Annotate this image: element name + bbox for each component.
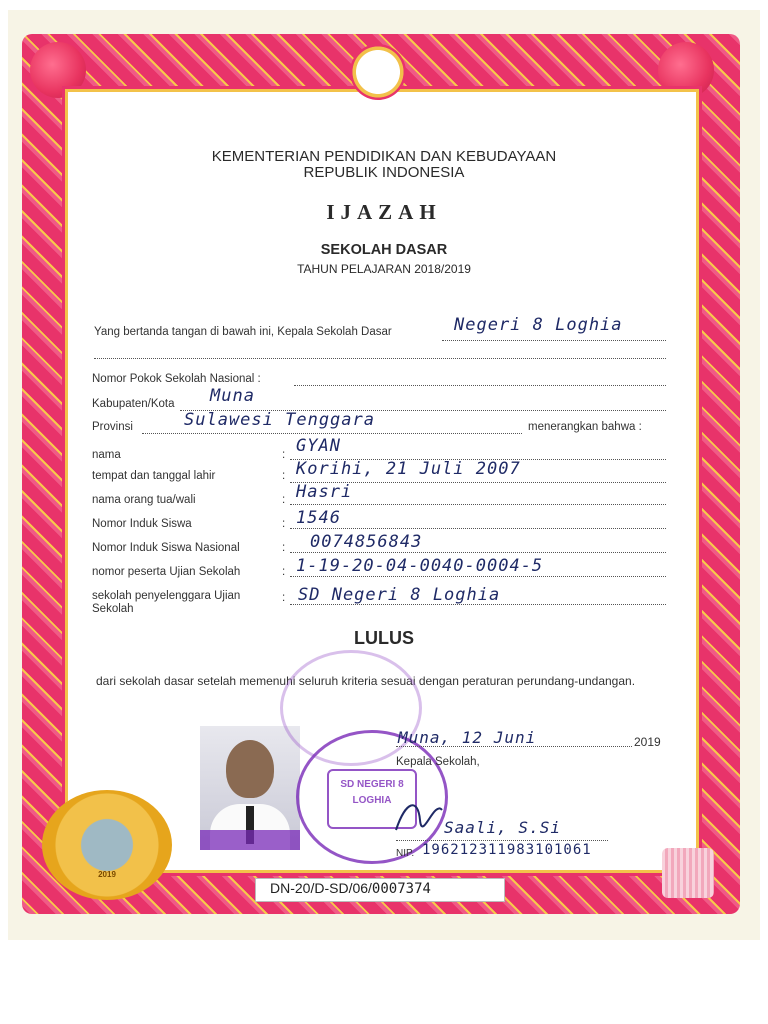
place-date-value: Muna, 12 Juni xyxy=(398,728,537,747)
principal-role: Kepala Sekolah, xyxy=(396,756,480,768)
corner-ornament xyxy=(30,42,86,98)
official-seal xyxy=(42,790,172,900)
sign-year: 2019 xyxy=(634,735,661,749)
nip-label: NIP. xyxy=(396,848,415,859)
declares-label: menerangkan bahwa : xyxy=(528,421,642,433)
nis-value: 1546 xyxy=(296,508,341,528)
province-value: Sulawesi Tenggara xyxy=(184,410,375,430)
republic-title: REPUBLIK INDONESIA xyxy=(303,164,465,181)
nip-value: 196212311983101061 xyxy=(422,842,592,858)
serial-number xyxy=(270,880,431,897)
exam-number-label: nomor peserta Ujian Sekolah xyxy=(92,566,241,578)
parent-label: nama orang tua/wali xyxy=(92,494,196,506)
parent-value: Hasri xyxy=(296,482,353,502)
colon: : xyxy=(282,449,286,461)
exam-school-label: sekolah penyelenggara Ujian Sekolah xyxy=(92,590,241,615)
nis-label: Nomor Induk Siswa xyxy=(92,518,192,530)
student-photo xyxy=(200,726,300,850)
intro-label: Yang bertanda tangan di bawah ini, Kepala Sekolah Dasar xyxy=(94,326,392,338)
academic-year: TAHUN PELAJARAN 2018/2019 xyxy=(297,262,471,276)
dotted-line xyxy=(396,840,608,841)
serial-prefix: DN-20/D-SD/06/ xyxy=(270,880,372,896)
exam-school-value: SD Negeri 8 Loghia xyxy=(298,585,501,605)
stamp-line-1: SD NEGERI 8 xyxy=(340,779,404,790)
ministry-title: KEMENTERIAN PENDIDIKAN DAN KEBUDAYAAN xyxy=(211,148,557,165)
name-label: nama xyxy=(92,449,121,461)
school-level: SEKOLAH DASAR xyxy=(320,242,448,258)
seal-year: 2019 xyxy=(98,870,116,879)
nisn-label: Nomor Induk Siswa Nasional xyxy=(92,542,240,554)
garuda-emblem-icon xyxy=(350,44,406,100)
nisn-value: 0074856843 xyxy=(310,532,423,552)
exam-number-value: 1-19-20-04-0040-0004-5 xyxy=(296,556,544,576)
signature-scribble xyxy=(390,790,450,840)
result-status: LULUS xyxy=(354,628,414,648)
school-name-value: Negeri 8 Loghia xyxy=(454,315,623,335)
stamp-line-2: LOGHIA xyxy=(352,795,392,806)
dotted-line xyxy=(290,504,666,505)
colon: : xyxy=(282,566,286,578)
hologram-sticker xyxy=(662,848,714,898)
regency-value: Muna xyxy=(210,386,255,406)
colon: : xyxy=(282,518,286,530)
colon: : xyxy=(282,542,286,554)
colon: : xyxy=(282,494,286,506)
serial-digits: 0007374 xyxy=(371,881,431,897)
regency-label: Kabupaten/Kota xyxy=(92,398,175,410)
dotted-line xyxy=(396,746,632,747)
stamp-overlap xyxy=(200,830,300,850)
dotted-line xyxy=(94,358,666,359)
dotted-line xyxy=(294,385,666,386)
npsn-label: Nomor Pokok Sekolah Nasional : xyxy=(92,373,261,385)
dotted-line xyxy=(142,433,522,434)
dotted-line xyxy=(290,528,666,529)
student-name-value: GYAN xyxy=(296,436,341,456)
principal-name-value: Saali, S.Si xyxy=(444,818,561,837)
birth-label: tempat dan tanggal lahir xyxy=(92,470,216,482)
colon: : xyxy=(282,592,286,604)
dotted-line xyxy=(442,340,666,341)
corner-ornament xyxy=(658,42,714,98)
graduation-statement: dari sekolah dasar setelah memenuhi seluruh kriteria sesuai dengan peraturan perundang-undangan. xyxy=(96,674,636,688)
document-title: IJAZAH xyxy=(326,200,442,224)
dotted-line xyxy=(290,552,666,553)
province-label: Provinsi xyxy=(92,421,133,433)
face-shape xyxy=(226,740,274,798)
dotted-line xyxy=(290,576,666,577)
colon: : xyxy=(282,470,286,482)
birth-value: Korihi, 21 Juli 2007 xyxy=(296,459,521,479)
